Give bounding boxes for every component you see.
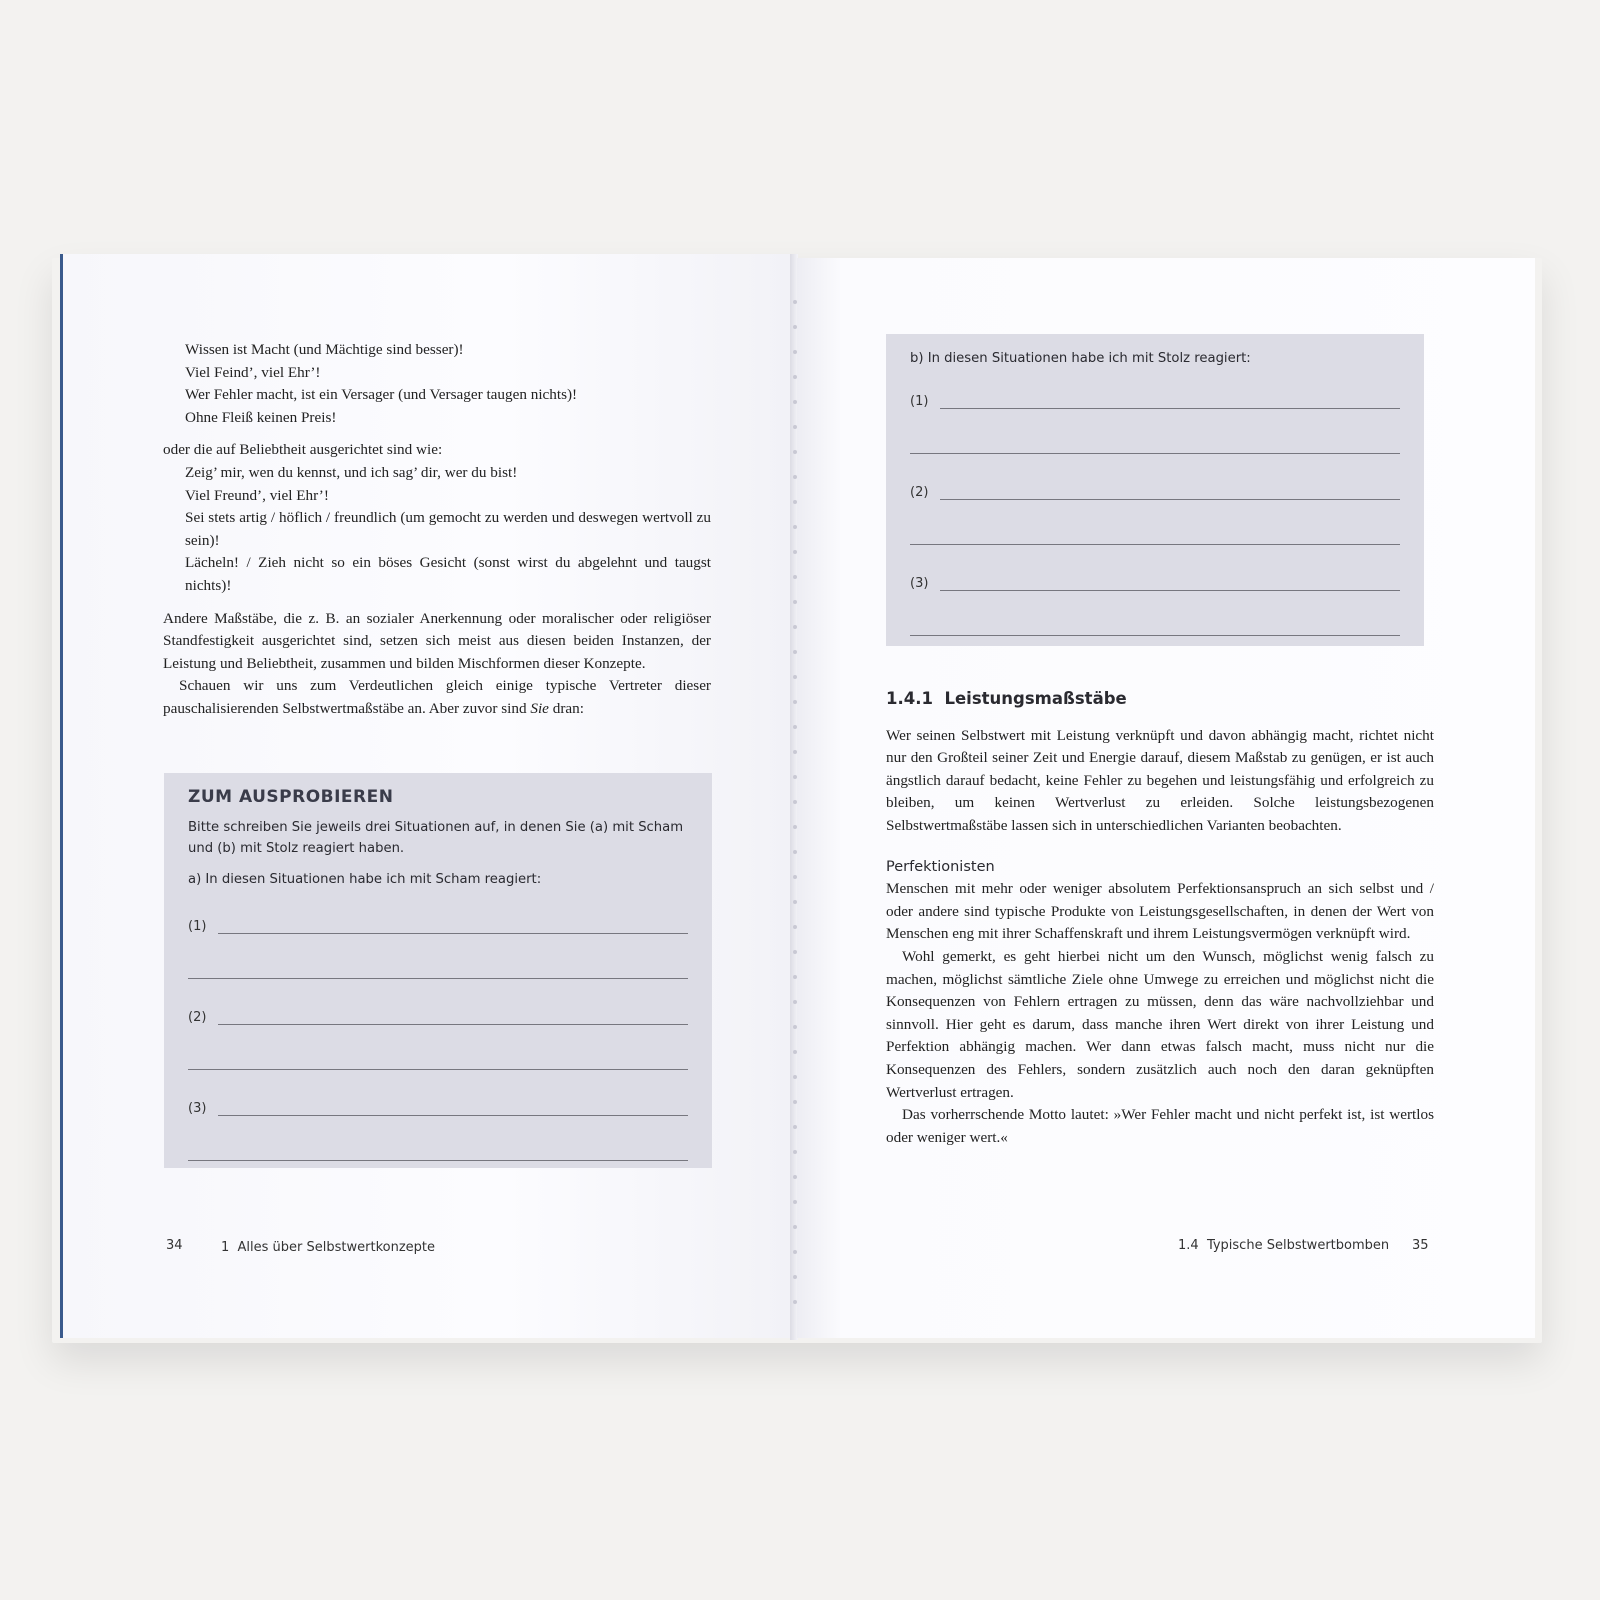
left-running-header: 1 Alles über Selbstwertkonzepte bbox=[221, 1240, 436, 1255]
subheading: Perfektionisten bbox=[886, 858, 995, 875]
exercise-prompt-a: a) In diesen Situationen habe ich mit Scham reagiert: bbox=[188, 872, 542, 887]
answer-line-1b[interactable] bbox=[188, 964, 688, 979]
paragraph: Wohl gemerkt, es geht hierbei nicht um den Wunsch, möglichst wenig falsch zu machen, möglichst sämtliche Ziele ohne Umwege zu erreichen und möglichst nicht die Konsequenzen von Fehlern ertragen zu müssen, denn das wäre nachvollziehbar und sinnvoll. Hier geht es darum, dass manche ihren Wert direkt von ihrer Leistung und Perfektion abhängig machen. Wer dann etwas falsch macht, muss nicht nur die Konsequenzen des Fehlers, sondern zusätzlich auch noch den daran geknüpften Wertverlust ertragen. bbox=[886, 947, 1434, 1101]
verse-line: Wissen ist Macht (und Mächtige sind besser)! bbox=[185, 341, 464, 358]
right-running-header: 1.4 Typische Selbstwertbomben bbox=[1178, 1238, 1390, 1253]
verse-line: Wer Fehler macht, ist ein Versager (und Versager taugen nichts)! bbox=[185, 386, 578, 404]
paragraph: Das vorherrschende Motto lautet: »Wer Fehler macht und nicht perfekt ist, ist wertlos oder weniger wert.« bbox=[886, 1106, 1434, 1146]
answer-line-2[interactable]: (2) bbox=[910, 478, 1400, 500]
answer-line-2b[interactable] bbox=[188, 1055, 688, 1070]
exercise-prompt-b: b) In diesen Situationen habe ich mit Stolz reagiert: bbox=[910, 351, 1251, 366]
verse-performance bbox=[163, 339, 711, 429]
verse-line: Lächeln! / Zieh nicht so ein böses Gesicht (sonst wirst du abgelehnt und taugst nichts)! bbox=[185, 554, 711, 594]
right-text-column bbox=[886, 688, 1434, 1149]
paragraph: Andere Maßstäbe, die z. B. an sozialer Anerkennung oder moralischer oder religiöser Standfestigkeit ausgerichtet sind, setzen sich meist aus diesen beiden Instanzen, der Leistung und Beliebtheit, zusammen und bilden Mischformen dieser Konzepte. bbox=[163, 609, 711, 672]
paragraph: Wer seinen Selbstwert mit Leistung verknüpft und davon abhängig macht, richtet nicht nur den Großteil seiner Zeit und Energie darauf, diesem Maßstab zu genügen, er ist auch ängstlich darauf bedacht, keine Fehler zu begehen und leistungsfähig und erfolgreich zu bleiben, um keinen Wertverlust zu erleiden. Solche leistungsbezogenen Selbstwertmaßstäbe lassen sich in unterschiedlichen Varianten beobachten. bbox=[886, 726, 1434, 834]
section-heading: 1.4.1 Leistungsmaßstäbe bbox=[886, 689, 1127, 708]
answer-line-1b[interactable] bbox=[910, 439, 1400, 454]
exercise-box-continued bbox=[886, 334, 1424, 646]
answer-line-3[interactable]: (3) bbox=[188, 1094, 688, 1116]
right-page-number: 35 bbox=[1412, 1238, 1429, 1253]
verse-line: Zeig’ mir, wen du kennst, und ich sag’ dir, wer du bist! bbox=[185, 463, 518, 481]
answer-line-2b[interactable] bbox=[910, 530, 1400, 545]
verse-line: Viel Feind’, viel Ehr’! bbox=[185, 363, 321, 381]
answer-line-3b[interactable] bbox=[910, 621, 1400, 636]
exercise-title: ZUM AUSPROBIEREN bbox=[188, 787, 394, 807]
verse-line: Ohne Fleiß keinen Preis! bbox=[185, 408, 337, 426]
exercise-box bbox=[164, 773, 712, 1168]
left-page-number: 34 bbox=[166, 1238, 183, 1253]
verse-line: Viel Freund’, viel Ehr’! bbox=[185, 486, 329, 504]
verse-line: Sei stets artig / höflich / freundlich (um gemocht zu werden und deswegen wertvoll zu sein)! bbox=[185, 509, 711, 549]
answer-line-1[interactable]: (1) bbox=[188, 912, 688, 934]
answer-line-1[interactable]: (1) bbox=[910, 387, 1400, 409]
left-text-column bbox=[163, 339, 711, 721]
verse-popularity bbox=[163, 462, 711, 598]
answer-line-3b[interactable] bbox=[188, 1146, 688, 1161]
intro-popularity: oder die auf Beliebtheit ausgerichtet sind wie: bbox=[163, 441, 443, 459]
paragraph: Schauen wir uns zum Verdeutlichen gleich einige typische Vertreter dieser pauschalisierenden Selbstwertmaßstäbe an. Aber zuvor sind Sie dran: bbox=[163, 677, 711, 717]
answer-line-2[interactable]: (2) bbox=[188, 1003, 688, 1025]
answer-line-3[interactable]: (3) bbox=[910, 569, 1400, 591]
exercise-instruction: Bitte schreiben Sie jeweils drei Situationen auf, in denen Sie (a) mit Scham und (b) mit Stolz reagiert haben. bbox=[188, 820, 684, 856]
paragraph: Menschen mit mehr oder weniger absolutem Perfektionsanspruch an sich selbst und / oder andere sind typische Produkte von Leistungsgesellschaften, in denen der Wert von Menschen eng mit ihrer Schaffenskraft und ihrem Leistungsvermögen verknüpft wird. bbox=[886, 880, 1434, 943]
